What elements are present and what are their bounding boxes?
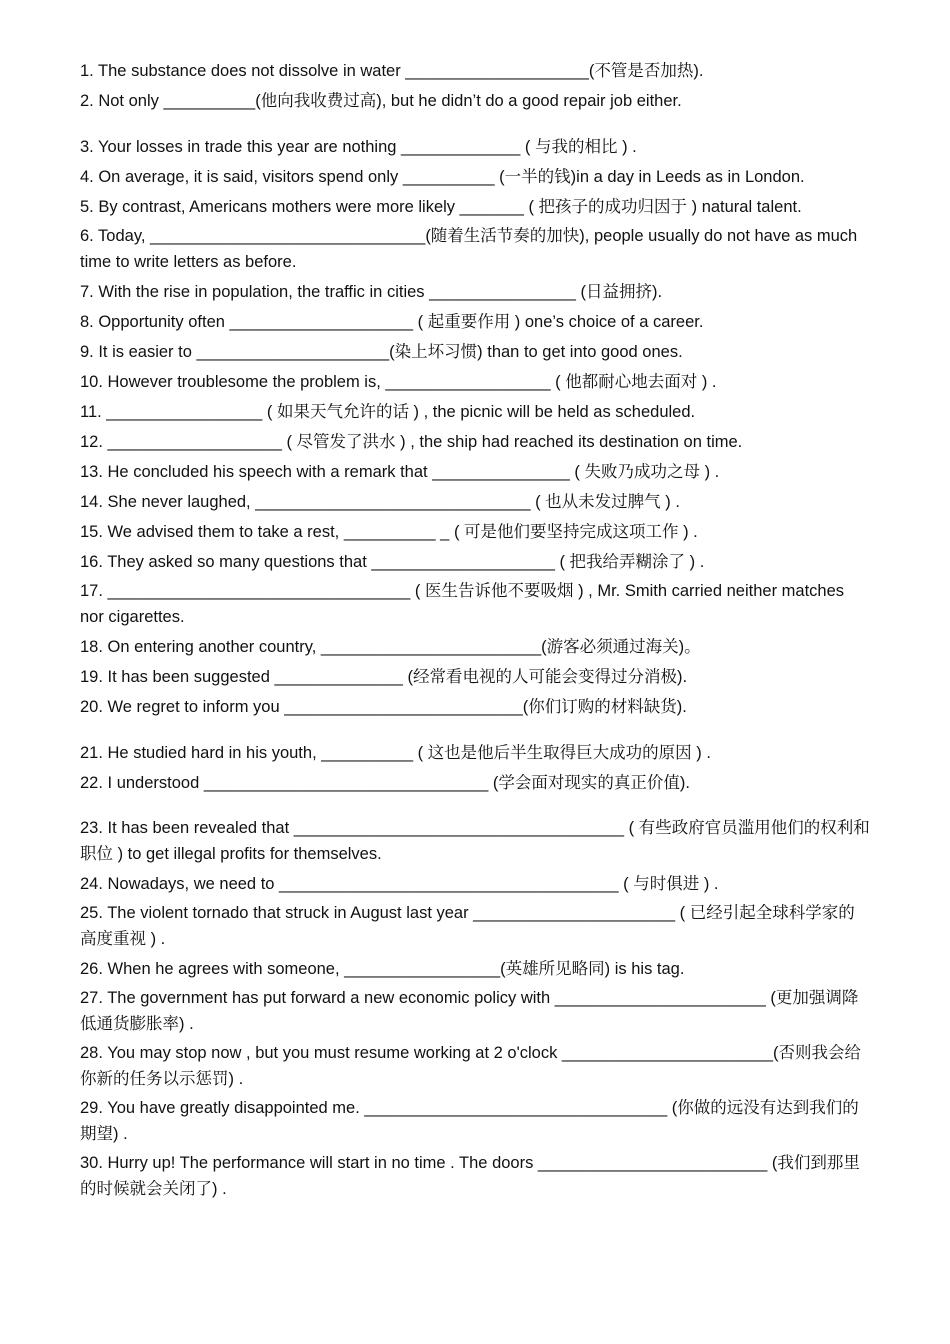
exercise-item-13: 13. He concluded his speech with a remark that _______________ ( 失败乃成功之母 ) .: [80, 463, 720, 481]
exercise-item-8: 8. Opportunity often ____________________ ( 起重要作用 ) one’s choice of a career.: [80, 313, 704, 331]
exercise-item-12: 12. ___________________ ( 尽管发了洪水 ) , the ship had reached its destination on time.: [80, 433, 743, 451]
exercise-item-24: 24. Nowadays, we need to _____________________________________ ( 与时俱进 ) .: [80, 875, 719, 893]
exercise-item-18: 18. On entering another country, ________________________(游客必须通过海关)。: [80, 638, 701, 656]
exercise-item-23: 23. It has been revealed that ____________________________________ ( 有些政府官员滥用他们的权利和职位 ) to get illegal profits for themselves.: [80, 819, 870, 863]
exercise-item-3: 3. Your losses in trade this year are nothing _____________ ( 与我的相比 ) .: [80, 138, 637, 156]
exercise-item-11: 11. _________________ ( 如果天气允许的话 ) , the picnic will be held as scheduled.: [80, 403, 696, 421]
exercise-item-25: 25. The violent tornado that struck in August last year ______________________ ( 已经引起全球科学家的高度重视 ) .: [80, 904, 855, 948]
exercise-item-27: 27. The government has put forward a new economic policy with _______________________ (更加强调降低通货膨胀率) .: [80, 989, 859, 1033]
exercise-item-9: 9. It is easier to _____________________(染上坏习惯) than to get into good ones.: [80, 343, 683, 361]
exercise-item-5: 5. By contrast, Americans mothers were more likely _______ ( 把孩子的成功归因于 ) natural talent.: [80, 198, 802, 216]
exercise-item-4: 4. On average, it is said, visitors spend only __________ (一半的钱)in a day in Leeds as in London.: [80, 168, 805, 186]
exercise-item-28: 28. You may stop now , but you must resume working at 2 o'clock _______________________(否则我会给你新的任务以示惩罚) .: [80, 1044, 861, 1088]
exercise-item-14: 14. She never laughed, ______________________________ ( 也从未发过脾气 ) .: [80, 493, 680, 511]
exercise-sheet: [80, 54, 870, 1202]
exercise-item-26: 26. When he agrees with someone, _________________(英雄所见略同) is his tag.: [80, 960, 685, 978]
exercise-item-29: 29. You have greatly disappointed me. _________________________________ (你做的远没有达到我们的期望) .: [80, 1099, 859, 1143]
exercise-item-2: 2. Not only __________(他向我收费过高), but he didn’t do a good repair job either.: [80, 92, 682, 110]
exercise-item-15: 15. We advised them to take a rest, __________ _ ( 可是他们要坚持完成这项工作 ) .: [80, 523, 698, 541]
exercise-item-19: 19. It has been suggested ______________ (经常看电视的人可能会变得过分消极).: [80, 668, 688, 686]
exercise-item-7: 7. With the rise in population, the traffic in cities ________________ (日益拥挤).: [80, 283, 663, 301]
exercise-item-16: 16. They asked so many questions that ____________________ ( 把我给弄糊涂了 ) .: [80, 553, 705, 571]
exercise-item-30: 30. Hurry up! The performance will start in no time . The doors _________________________ (我们到那里的时候就会关闭了) .: [80, 1154, 860, 1198]
exercise-item-22: 22. I understood _______________________________ (学会面对现实的真正价值).: [80, 774, 690, 792]
exercise-item-17: 17. _________________________________ ( 医生告诉他不要吸烟 ) , Mr. Smith carried neither matches nor cigarettes.: [80, 582, 845, 626]
exercise-item-1: 1. The substance does not dissolve in water ____________________(不管是否加热).: [80, 62, 704, 80]
exercise-item-20: 20. We regret to inform you __________________________(你们订购的材料缺货).: [80, 698, 687, 716]
exercise-item-6: 6. Today, ______________________________(随着生活节奏的加快), people usually do not have as much time to write letters as before.: [80, 227, 858, 271]
exercise-item-10: 10. However troublesome the problem is, __________________ ( 他都耐心地去面对 ) .: [80, 373, 717, 391]
exercise-item-21: 21. He studied hard in his youth, __________ ( 这也是他后半生取得巨大成功的原因 ) .: [80, 744, 711, 762]
